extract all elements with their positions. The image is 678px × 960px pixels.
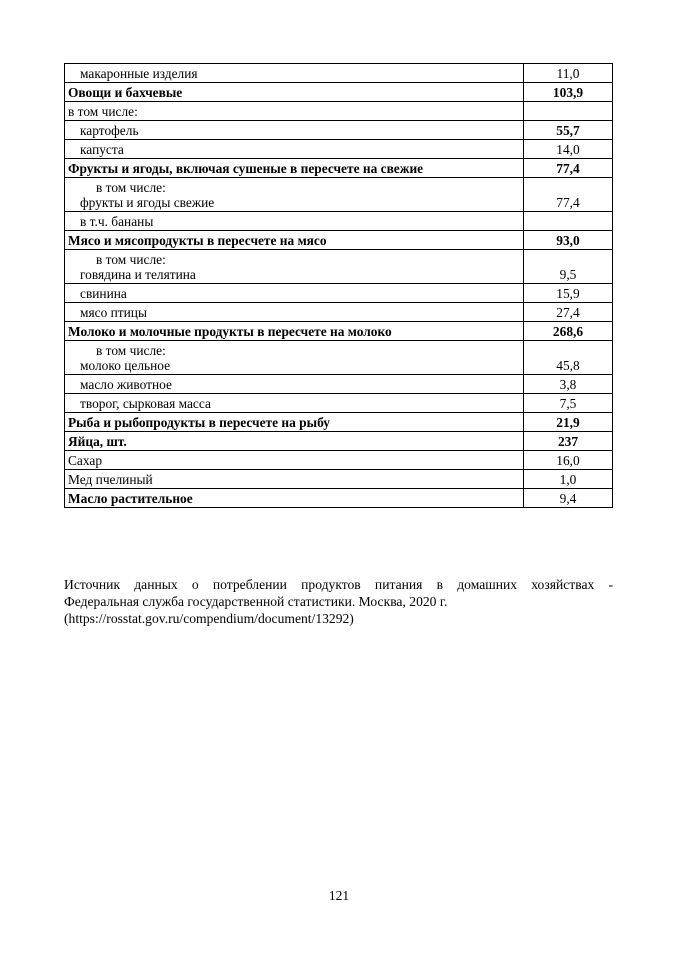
row-label: макаронные изделия xyxy=(65,64,524,83)
table-row xyxy=(65,121,613,140)
row-label: Сахар xyxy=(65,451,524,470)
table-row xyxy=(65,250,613,284)
row-value: 27,4 xyxy=(524,303,613,322)
row-label: Фрукты и ягоды, включая сушеные в пересчете на свежие xyxy=(65,159,524,178)
row-label: в т.ч. бананы xyxy=(65,212,524,231)
table-row xyxy=(65,341,613,375)
row-value: 268,6 xyxy=(524,322,613,341)
row-label: в том числе: xyxy=(65,102,524,121)
row-note: в том числе: xyxy=(96,343,166,358)
row-label: мясо птицы xyxy=(65,303,524,322)
table-row xyxy=(65,64,613,83)
table-row-category xyxy=(65,413,613,432)
row-value: 55,7 xyxy=(524,121,613,140)
row-value: 21,9 xyxy=(524,413,613,432)
table-row xyxy=(65,178,613,212)
row-note: в том числе: xyxy=(96,180,166,195)
row-value: 14,0 xyxy=(524,140,613,159)
row-value: 11,0 xyxy=(524,64,613,83)
row-label: творог, сырковая масса xyxy=(65,394,524,413)
row-label: Молоко и молочные продукты в пересчете на молоко xyxy=(65,322,524,341)
row-label: Рыба и рыбопродукты в пересчете на рыбу xyxy=(65,413,524,432)
row-label: Мед пчелиный xyxy=(65,470,524,489)
row-value: 77,4 xyxy=(524,159,613,178)
table-row xyxy=(65,140,613,159)
table-row xyxy=(65,102,613,121)
row-value: 1,0 xyxy=(524,470,613,489)
row-value: 45,8 xyxy=(524,341,613,375)
row-value xyxy=(524,212,613,231)
table-row-category xyxy=(65,432,613,451)
row-value: 9,5 xyxy=(524,250,613,284)
row-value: 7,5 xyxy=(524,394,613,413)
row-label-group xyxy=(65,178,524,212)
row-label: фрукты и ягоды свежие xyxy=(80,195,215,210)
row-label-group xyxy=(65,250,524,284)
row-label-group xyxy=(65,341,524,375)
table-row xyxy=(65,212,613,231)
row-label: масло животное xyxy=(65,375,524,394)
row-value xyxy=(524,102,613,121)
row-value: 77,4 xyxy=(524,178,613,212)
row-value: 237 xyxy=(524,432,613,451)
row-value: 3,8 xyxy=(524,375,613,394)
table-row xyxy=(65,284,613,303)
row-label: говядина и телятина xyxy=(80,267,196,282)
table-row-category xyxy=(65,322,613,341)
source-line: Источник данных о потреблении продуктов питания в домашних хозяйствах - xyxy=(64,577,613,592)
page-number: 121 xyxy=(328,888,350,903)
row-value: 93,0 xyxy=(524,231,613,250)
row-label: капуста xyxy=(65,140,524,159)
row-label: картофель xyxy=(65,121,524,140)
table-row xyxy=(65,394,613,413)
source-link-text: (https://rosstat.gov.ru/compendium/document/13292) xyxy=(64,611,354,626)
row-value: 15,9 xyxy=(524,284,613,303)
table-row-category xyxy=(65,231,613,250)
row-label: свинина xyxy=(65,284,524,303)
row-label: Масло растительное xyxy=(65,489,524,508)
row-note: в том числе: xyxy=(96,252,166,267)
table-row xyxy=(65,303,613,322)
row-value: 9,4 xyxy=(524,489,613,508)
row-value: 103,9 xyxy=(524,83,613,102)
table-row xyxy=(65,470,613,489)
row-label: молоко цельное xyxy=(80,358,171,373)
food-consumption-table xyxy=(64,63,613,508)
source-line: Федеральная служба государственной статистики. Москва, 2020 г. xyxy=(64,594,448,609)
table-row-category xyxy=(65,159,613,178)
source-note xyxy=(64,576,613,627)
table-row xyxy=(65,375,613,394)
table-row xyxy=(65,451,613,470)
row-label: Яйца, шт. xyxy=(65,432,524,451)
row-label: Мясо и мясопродукты в пересчете на мясо xyxy=(65,231,524,250)
row-value: 16,0 xyxy=(524,451,613,470)
table-row-category xyxy=(65,83,613,102)
table-row xyxy=(65,489,613,508)
row-label: Овощи и бахчевые xyxy=(65,83,524,102)
